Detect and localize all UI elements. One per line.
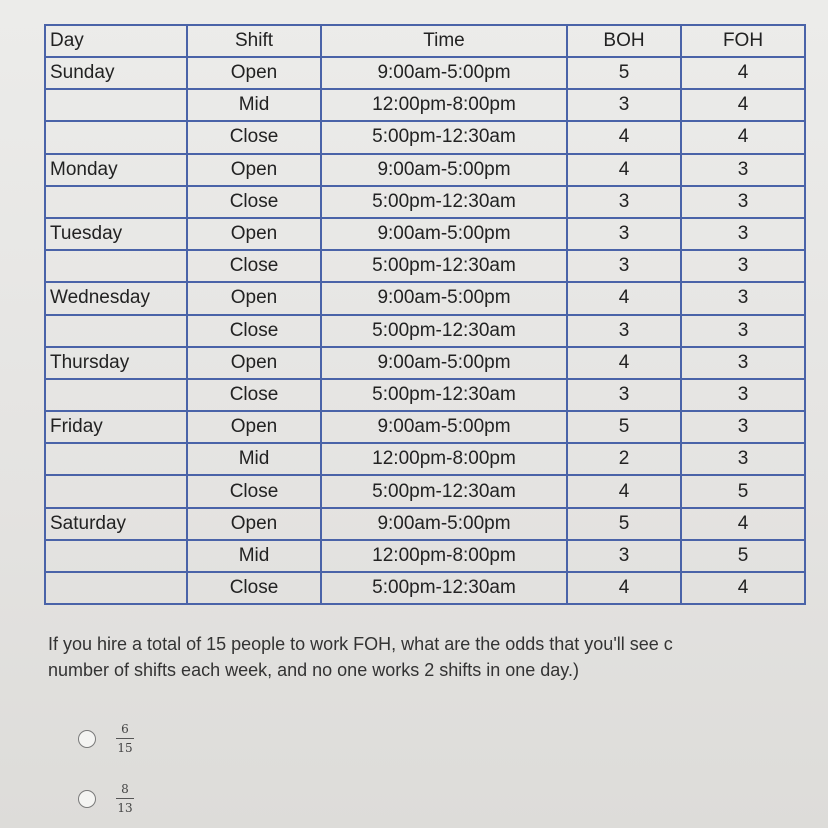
foh-cell: 4: [681, 508, 805, 540]
day-cell: [45, 379, 187, 411]
shift-cell: Close: [187, 186, 321, 218]
header-foh: FOH: [681, 25, 805, 57]
fraction-bar: [116, 798, 134, 799]
table-row: [45, 186, 805, 218]
shift-cell: Open: [187, 218, 321, 250]
day-cell: Sunday: [45, 57, 187, 89]
table-row: [45, 540, 805, 572]
header-day: Day: [45, 25, 187, 57]
table-row: [45, 475, 805, 507]
radio-button[interactable]: [78, 790, 96, 808]
foh-cell: 3: [681, 347, 805, 379]
denominator: 15: [117, 741, 133, 755]
boh-cell: 4: [567, 154, 681, 186]
day-cell: [45, 89, 187, 121]
shift-cell: Open: [187, 154, 321, 186]
time-cell: 12:00pm-8:00pm: [321, 540, 567, 572]
time-cell: 9:00am-5:00pm: [321, 347, 567, 379]
boh-cell: 5: [567, 411, 681, 443]
boh-cell: 4: [567, 347, 681, 379]
boh-cell: 3: [567, 89, 681, 121]
day-cell: [45, 121, 187, 153]
shift-cell: Close: [187, 379, 321, 411]
foh-cell: 3: [681, 154, 805, 186]
shift-cell: Close: [187, 572, 321, 604]
header-shift: Shift: [187, 25, 321, 57]
time-cell: 5:00pm-12:30am: [321, 475, 567, 507]
table-row: [45, 347, 805, 379]
foh-cell: 3: [681, 379, 805, 411]
time-cell: 5:00pm-12:30am: [321, 121, 567, 153]
day-cell: Friday: [45, 411, 187, 443]
boh-cell: 5: [567, 57, 681, 89]
boh-cell: 4: [567, 282, 681, 314]
time-cell: 9:00am-5:00pm: [321, 411, 567, 443]
question-text: [48, 631, 828, 683]
answer-option-2[interactable]: [78, 782, 134, 815]
table-row: [45, 443, 805, 475]
time-cell: 9:00am-5:00pm: [321, 218, 567, 250]
shift-cell: Mid: [187, 540, 321, 572]
foh-cell: 4: [681, 572, 805, 604]
table-row: [45, 121, 805, 153]
day-cell: [45, 475, 187, 507]
day-cell: [45, 250, 187, 282]
answer-option-1[interactable]: [78, 722, 134, 755]
numerator: 8: [121, 782, 129, 796]
table-row: [45, 508, 805, 540]
shift-cell: Close: [187, 475, 321, 507]
time-cell: 5:00pm-12:30am: [321, 315, 567, 347]
table-row: [45, 57, 805, 89]
day-cell: [45, 443, 187, 475]
foh-cell: 5: [681, 540, 805, 572]
header-boh: BOH: [567, 25, 681, 57]
table-row: [45, 282, 805, 314]
foh-cell: 3: [681, 443, 805, 475]
day-cell: Monday: [45, 154, 187, 186]
foh-cell: 4: [681, 57, 805, 89]
table-header-row: [45, 25, 805, 57]
boh-cell: 3: [567, 218, 681, 250]
shift-cell: Open: [187, 347, 321, 379]
shift-cell: Open: [187, 57, 321, 89]
shift-cell: Close: [187, 250, 321, 282]
time-cell: 9:00am-5:00pm: [321, 508, 567, 540]
time-cell: 5:00pm-12:30am: [321, 572, 567, 604]
shift-cell: Mid: [187, 89, 321, 121]
foh-cell: 4: [681, 89, 805, 121]
time-cell: 5:00pm-12:30am: [321, 186, 567, 218]
foh-cell: 3: [681, 186, 805, 218]
time-cell: 12:00pm-8:00pm: [321, 89, 567, 121]
shift-cell: Mid: [187, 443, 321, 475]
numerator: 6: [121, 722, 129, 736]
boh-cell: 3: [567, 379, 681, 411]
boh-cell: 3: [567, 186, 681, 218]
fraction: [116, 722, 134, 755]
table-row: [45, 250, 805, 282]
radio-button[interactable]: [78, 730, 96, 748]
day-cell: [45, 572, 187, 604]
time-cell: 9:00am-5:00pm: [321, 57, 567, 89]
table-body: [45, 57, 805, 604]
foh-cell: 3: [681, 218, 805, 250]
time-cell: 9:00am-5:00pm: [321, 282, 567, 314]
shift-cell: Close: [187, 121, 321, 153]
foh-cell: 3: [681, 250, 805, 282]
time-cell: 5:00pm-12:30am: [321, 250, 567, 282]
question-line-1: If you hire a total of 15 people to work FOH, what are the odds that you'll see c: [48, 634, 673, 654]
foh-cell: 5: [681, 475, 805, 507]
day-cell: Saturday: [45, 508, 187, 540]
denominator: 13: [117, 801, 133, 815]
shift-cell: Close: [187, 315, 321, 347]
table-row: [45, 89, 805, 121]
fraction-bar: [116, 738, 134, 739]
day-cell: [45, 315, 187, 347]
shift-cell: Open: [187, 282, 321, 314]
shift-cell: Open: [187, 411, 321, 443]
question-line-2: number of shifts each week, and no one works 2 shifts in one day.): [48, 660, 579, 680]
shift-cell: Open: [187, 508, 321, 540]
day-cell: [45, 540, 187, 572]
foh-cell: 3: [681, 315, 805, 347]
time-cell: 12:00pm-8:00pm: [321, 443, 567, 475]
boh-cell: 5: [567, 508, 681, 540]
table-row: [45, 154, 805, 186]
time-cell: 9:00am-5:00pm: [321, 154, 567, 186]
day-cell: Thursday: [45, 347, 187, 379]
table-row: [45, 315, 805, 347]
foh-cell: 3: [681, 411, 805, 443]
boh-cell: 3: [567, 250, 681, 282]
table-row: [45, 379, 805, 411]
table-row: [45, 572, 805, 604]
time-cell: 5:00pm-12:30am: [321, 379, 567, 411]
boh-cell: 4: [567, 121, 681, 153]
foh-cell: 4: [681, 121, 805, 153]
day-cell: Wednesday: [45, 282, 187, 314]
header-time: Time: [321, 25, 567, 57]
table-row: [45, 218, 805, 250]
boh-cell: 4: [567, 475, 681, 507]
boh-cell: 4: [567, 572, 681, 604]
boh-cell: 2: [567, 443, 681, 475]
boh-cell: 3: [567, 315, 681, 347]
table-row: [45, 411, 805, 443]
boh-cell: 3: [567, 540, 681, 572]
shift-schedule-table: [44, 24, 806, 605]
foh-cell: 3: [681, 282, 805, 314]
day-cell: [45, 186, 187, 218]
day-cell: Tuesday: [45, 218, 187, 250]
fraction: [116, 782, 134, 815]
